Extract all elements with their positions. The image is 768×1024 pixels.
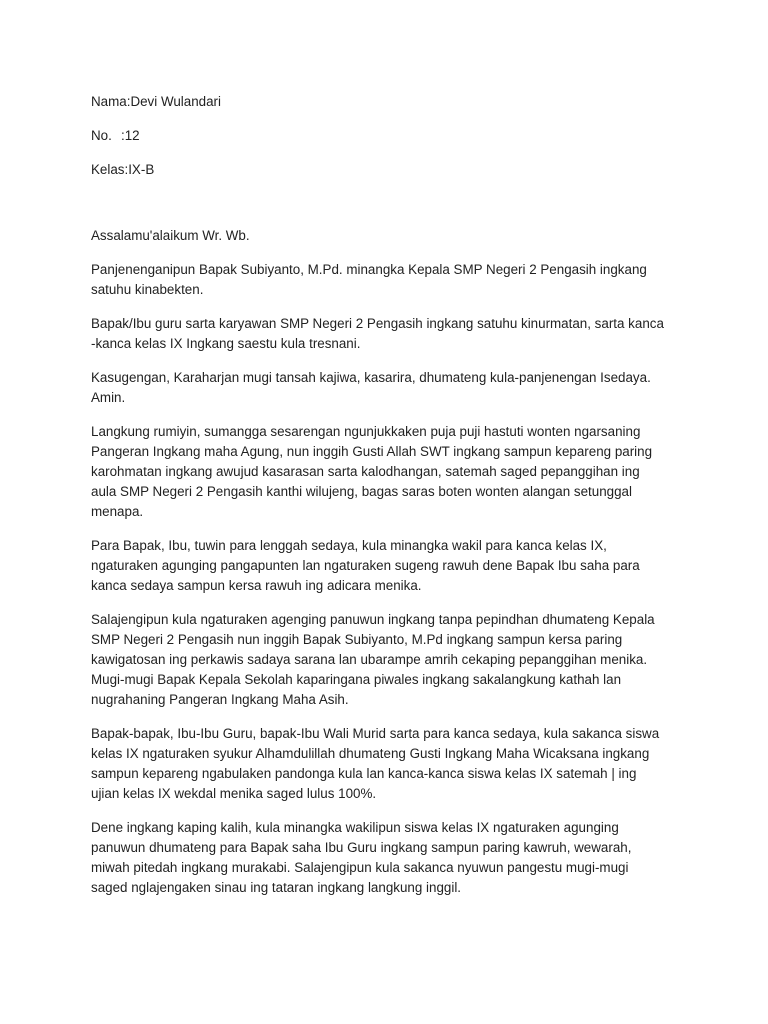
paragraph-line: kanca sedaya sampun kersa rawuh ing adicara menika. bbox=[91, 578, 422, 593]
paragraph-line: nugrahaning Pangeran Ingkang Maha Asih. bbox=[91, 692, 349, 707]
paragraph-line: Dene ingkang kaping kalih, kula minangka wakilipun siswa kelas IX ngaturaken agunging bbox=[91, 820, 619, 835]
paragraph-line: saged nglajengaken sinau ing tataran ingkang langkung inggil. bbox=[91, 880, 462, 895]
paragraph-line: kawigatosan ing perkawis sadaya sarana lan ubarampe amrih cekaping pepanggihan menika. bbox=[91, 652, 648, 667]
paragraph-line: Assalamu'alaikum Wr. Wb. bbox=[91, 228, 250, 243]
paragraph-line: sampun kepareng ngabulaken pandonga kula lan kanca-kanca siswa kelas IX satemah | ing bbox=[91, 766, 637, 781]
paragraph-line: ujian kelas IX wekdal menika saged lulus 100%. bbox=[91, 786, 377, 801]
paragraph-thanks-principal bbox=[91, 610, 691, 710]
paragraph-line: Pangeran Ingkang maha Agung, nun inggih Gusti Allah SWT ingkang sampun kepareng paring bbox=[91, 444, 653, 459]
paragraph-line: kelas IX ngaturaken syukur Alhamdulillah dhumateng Gusti Ingkang Maha Wicaksana ingkang bbox=[91, 746, 650, 761]
number-value: :12 bbox=[121, 128, 140, 143]
paragraph-line: miwah pitedah ingkang murakabi. Salajengipun kula sakanca nyuwun pangestu mugi-mugi bbox=[91, 860, 629, 875]
document-page bbox=[91, 92, 691, 912]
paragraph-line: Kasugengan, Karaharjan mugi tansah kajiwa, kasarira, dhumateng kula-panjenengan Isedaya. bbox=[91, 370, 651, 385]
paragraph-praise bbox=[91, 422, 691, 522]
paragraph-wishes bbox=[91, 368, 691, 408]
speech-body bbox=[91, 226, 691, 898]
paragraph-greeting bbox=[91, 226, 691, 246]
paragraph-line: Para Bapak, Ibu, tuwin para lenggah sedaya, kula minangka wakil para kanca kelas IX, bbox=[91, 538, 607, 553]
paragraph-line: ngaturaken agunging pangapunten lan ngaturaken sugeng rawuh dene Bapak Ibu saha para bbox=[91, 558, 640, 573]
paragraph-teachers bbox=[91, 314, 691, 354]
paragraph-line: aula SMP Negeri 2 Pengasih kanthi wilujeng, bagas saras boten wonten alangan setunggal bbox=[91, 484, 632, 499]
student-name: Nama:Devi Wulandari bbox=[91, 94, 221, 109]
student-class: Kelas:IX-B bbox=[91, 162, 155, 177]
paragraph-line: Panjenenganipun Bapak Subiyanto, M.Pd. minangka Kepala SMP Negeri 2 Pengasih ingkang bbox=[91, 262, 647, 277]
paragraph-line: karohmatan ingkang awujud kasarasan sarta kalodhangan, satemah saged pepanggihan ing bbox=[91, 464, 640, 479]
paragraph-line: Salajengipun kula ngaturaken agenging panuwun ingkang tanpa pepindhan dhumateng Kepala bbox=[91, 612, 655, 627]
paragraph-gratitude bbox=[91, 724, 691, 804]
paragraph-line: Langkung rumiyin, sumangga sesarengan ngunjukkaken puja puji hastuti wonten ngarsaning bbox=[91, 424, 641, 439]
paragraph-apology bbox=[91, 536, 691, 596]
paragraph-line: panuwun dhumateng para Bapak saha Ibu Guru ingkang sampun paring kawruh, wewarah, bbox=[91, 840, 632, 855]
student-number bbox=[91, 126, 691, 146]
paragraph-line: Amin. bbox=[91, 390, 126, 405]
paragraph-line: Mugi-mugi Bapak Kepala Sekolah kaparingana piwales ingkang sakalangkung kathah lan bbox=[91, 672, 622, 687]
paragraph-thanks-teachers bbox=[91, 818, 691, 898]
paragraph-line: -kanca kelas IX Ingkang saestu kula tresnani. bbox=[91, 336, 361, 351]
paragraph-principal bbox=[91, 260, 691, 300]
paragraph-line: satuhu kinabekten. bbox=[91, 282, 204, 297]
paragraph-line: menapa. bbox=[91, 504, 144, 519]
paragraph-line: Bapak-bapak, Ibu-Ibu Guru, bapak-Ibu Wali Murid sarta para kanca sedaya, kula sakanca siswa bbox=[91, 726, 660, 741]
paragraph-line: Bapak/Ibu guru sarta karyawan SMP Negeri 2 Pengasih ingkang satuhu kinurmatan, sarta kanca bbox=[91, 316, 664, 331]
number-label: No. bbox=[91, 128, 112, 143]
paragraph-line: SMP Negeri 2 Pengasih nun inggih Bapak Subiyanto, M.Pd ingkang sampun kersa paring bbox=[91, 632, 623, 647]
